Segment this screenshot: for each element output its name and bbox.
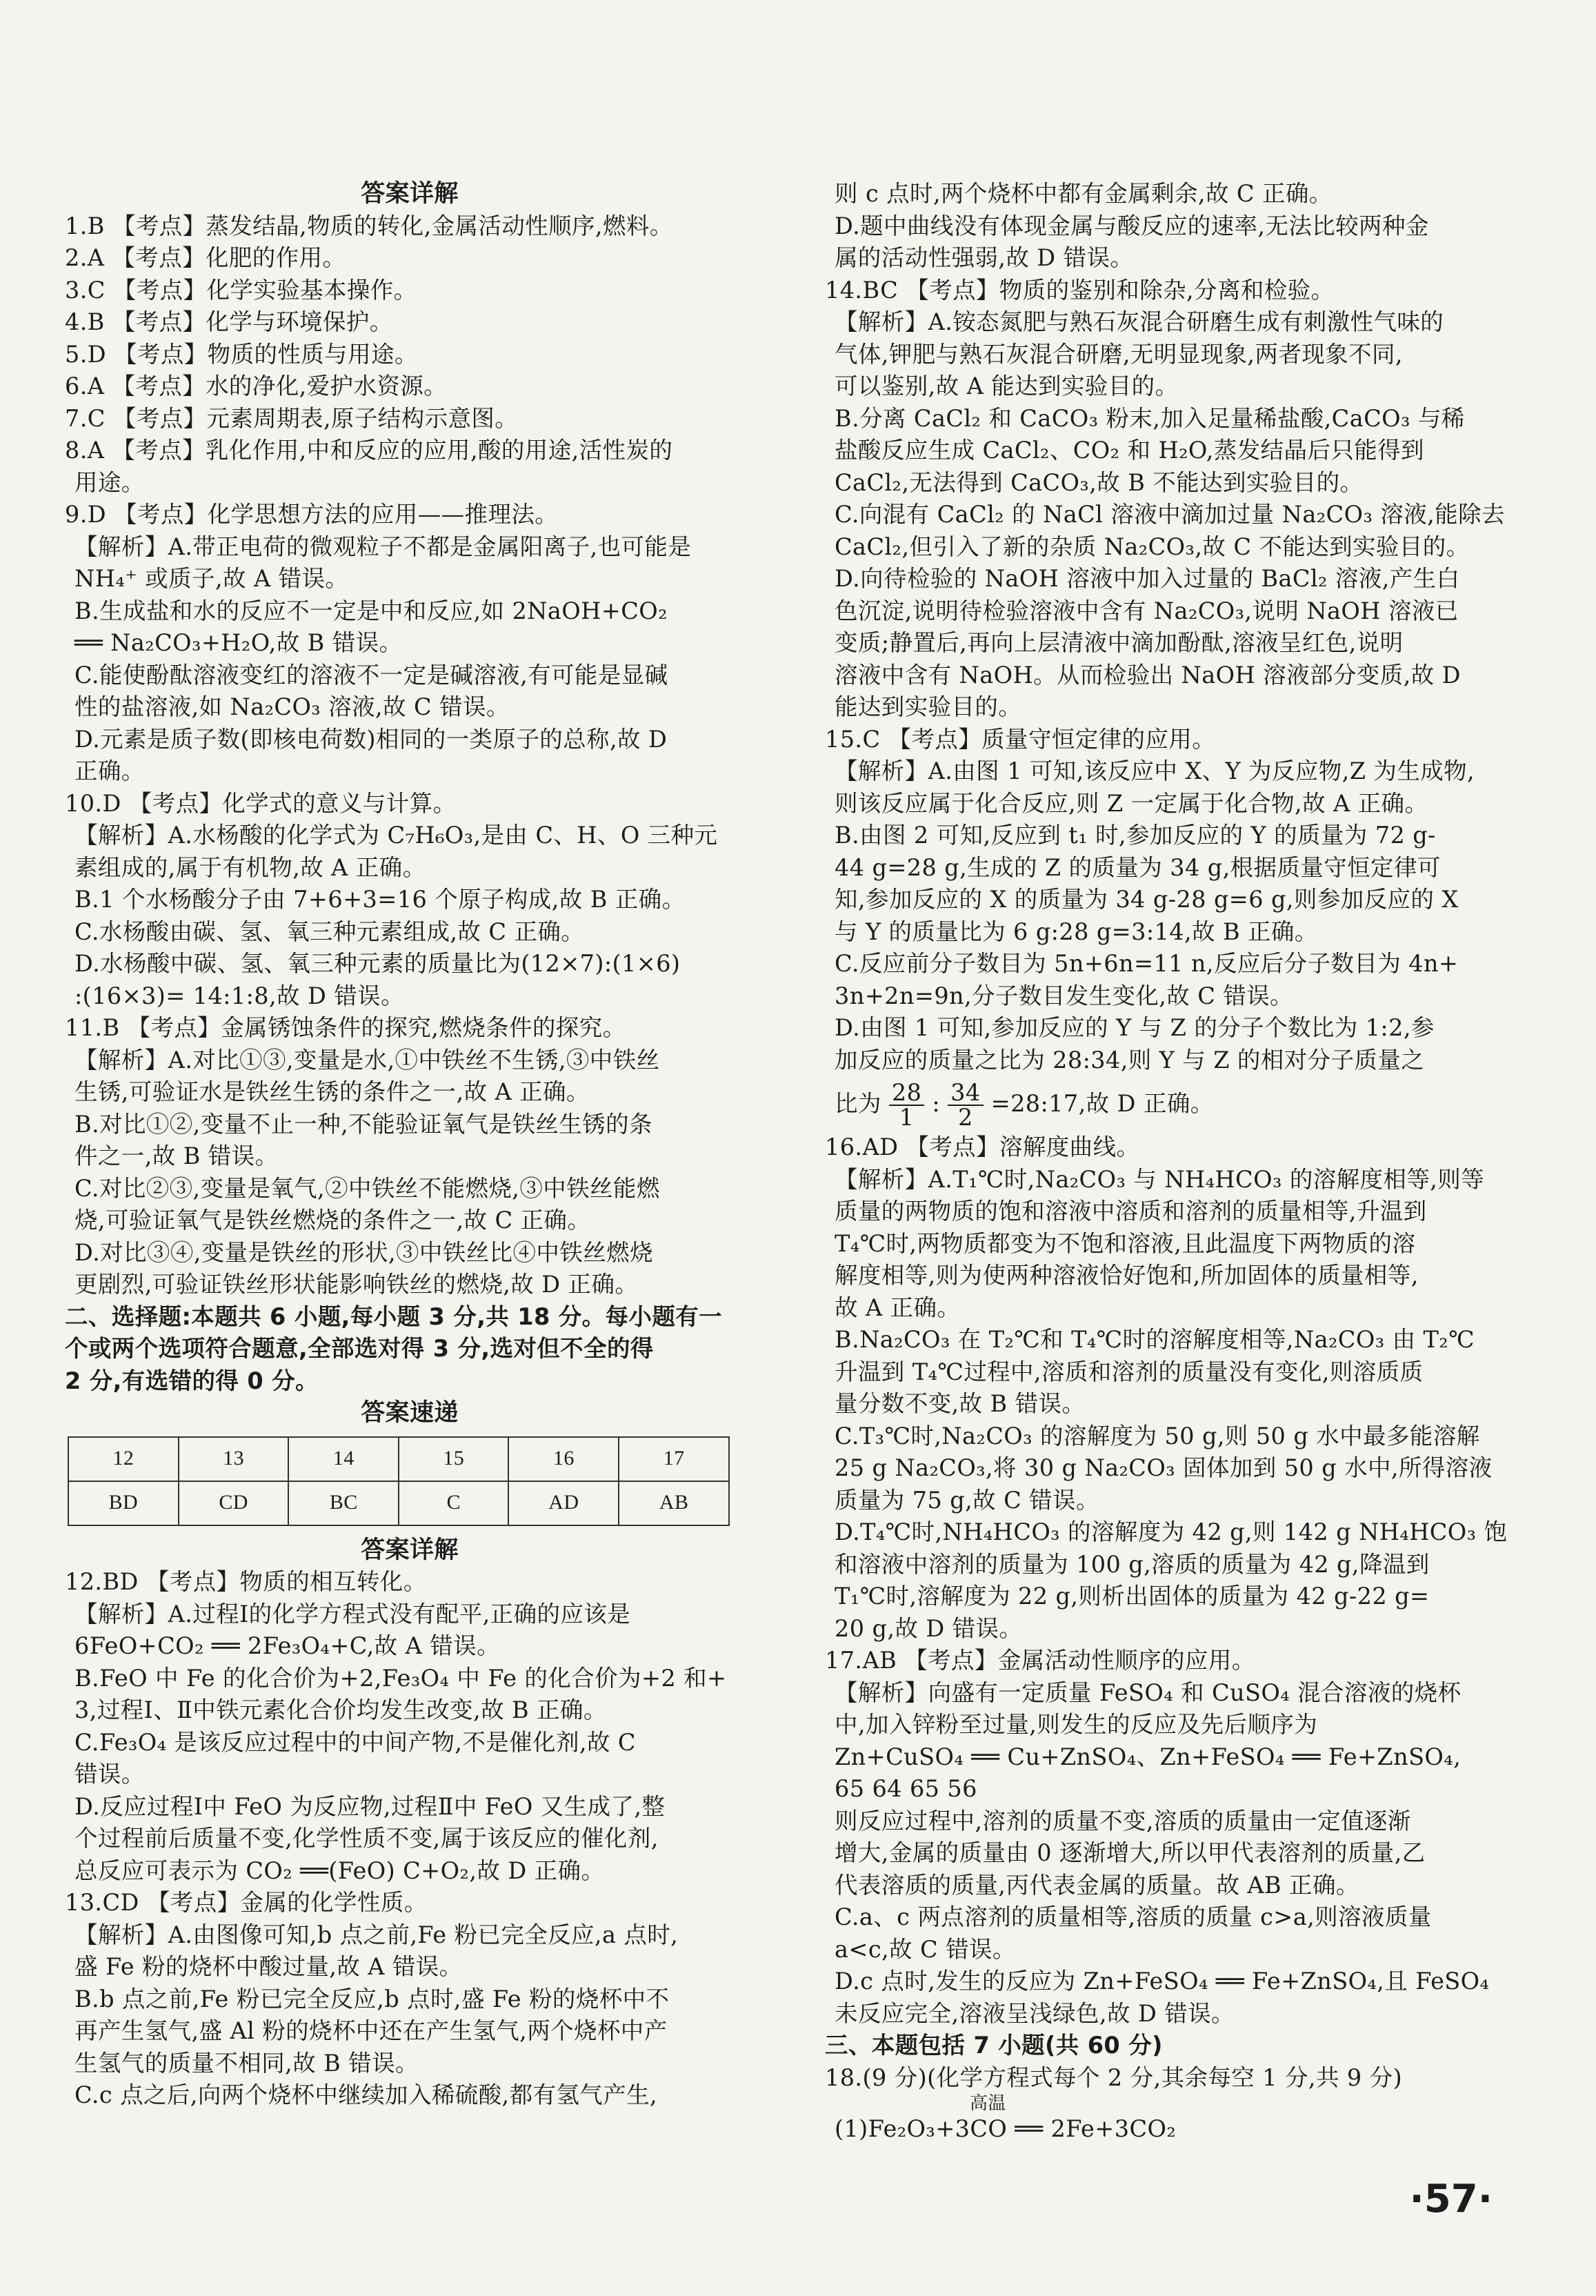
table-cell: 16 — [508, 1437, 619, 1481]
left-answer-lines — [65, 210, 755, 1301]
text-line: 生锈,可验证水是铁丝生锈的条件之一,故 A 正确。 — [74, 1078, 590, 1105]
frac-prefix: 比为 — [835, 1090, 881, 1117]
text-line: ══ Na₂CO₃+H₂O,故 B 错误。 — [74, 629, 403, 656]
text-line: NH₄⁺ 或质子,故 A 错误。 — [74, 565, 349, 592]
text-line: B.1 个水杨酸分子由 7+6+3=16 个原子构成,故 B 正确。 — [74, 886, 686, 913]
text-line: 【解析】向盛有一定质量 FeSO₄ 和 CuSO₄ 混合溶液的烧杯 — [835, 1679, 1462, 1706]
text-line: T₁℃时,溶解度为 22 g,则析出固体的质量为 42 g-22 g= — [835, 1583, 1430, 1610]
text-line: D.由图 1 可知,参加反应的 Y 与 Z 的分子个数比为 1:2,参 — [835, 1014, 1435, 1041]
frac-suffix: =28:17,故 D 正确。 — [990, 1090, 1214, 1117]
text-line: 变质;静置后,再向上层清液中滴加酚酞,溶液呈红色,说明 — [835, 629, 1404, 656]
text-line: 25 g Na₂CO₃,将 30 g Na₂CO₃ 固体加到 50 g 水中,所得溶液 — [835, 1454, 1493, 1481]
text-line: 再产生氢气,盛 Al 粉的烧杯中还在产生氢气,两个烧杯中产 — [74, 2017, 668, 2044]
text-line: 代表溶质的质量,丙代表金属的质量。故 AB 正确。 — [835, 1871, 1359, 1899]
text-line: 属的活动性强弱,故 D 错误。 — [835, 244, 1134, 271]
text-line: 烧,可验证氧气是铁丝燃烧的条件之一,故 C 正确。 — [74, 1207, 591, 1234]
table-cell: AD — [508, 1481, 619, 1525]
text-line: B.由图 2 可知,反应到 t₁ 时,参加反应的 Y 的质量为 72 g- — [835, 822, 1436, 849]
text-line: 未反应完全,溶液呈浅绿色,故 D 错误。 — [835, 1999, 1235, 2027]
text-line: CaCl₂,但引入了新的杂质 Na₂CO₃,故 C 不能达到实验目的。 — [835, 533, 1470, 560]
text-line: 12.BD 【考点】物质的相互转化。 — [65, 1568, 427, 1595]
text-line: 故 A 正确。 — [835, 1294, 961, 1321]
text-line: 16.AD 【考点】溶解度曲线。 — [825, 1134, 1140, 1160]
section-heading-part-three: 三、本题包括 7 小题(共 60 分) — [825, 2032, 1163, 2059]
text-line: 则该反应属于化合反应,则 Z 一定属于化合物,故 A 正确。 — [835, 789, 1428, 817]
text-line: C.水杨酸由碳、氢、氧三种元素组成,故 C 正确。 — [74, 918, 585, 945]
text-line: 则反应过程中,溶剂的质量不变,溶质的质量由一定值逐渐 — [835, 1807, 1411, 1834]
text-line: 【解析】A.水杨酸的化学式为 C₇H₆O₃,是由 C、H、O 三种元 — [74, 822, 718, 849]
frac-denominator: 2 — [957, 1104, 973, 1131]
text-line: C.c 点之后,向两个烧杯中继续加入稀硫酸,都有氢气产生, — [74, 2081, 658, 2108]
text-line: 3.C 【考点】化学实验基本操作。 — [65, 276, 417, 304]
table-cell: 15 — [399, 1437, 508, 1481]
text-line: B.生成盐和水的反应不一定是中和反应,如 2NaOH+CO₂ — [74, 597, 668, 624]
text-line: 盐酸反应生成 CaCl₂、CO₂ 和 H₂O,蒸发结晶后只能得到 — [835, 437, 1424, 464]
text-line: 更剧烈,可验证铁丝形状能影响铁丝的燃烧,故 D 正确。 — [74, 1271, 639, 1298]
text-line: 质量的两物质的饱和溶液中溶质和溶剂的质量相等,升温到 — [835, 1198, 1427, 1225]
text-line: C.Fe₃O₄ 是该反应过程中的中间产物,不是催化剂,故 C — [74, 1728, 636, 1756]
text-line: D.对比③④,变量是铁丝的形状,③中铁丝比④中铁丝燃烧 — [74, 1238, 653, 1266]
text-line: 色沉淀,说明待检验溶液中含有 Na₂CO₃,说明 NaOH 溶液已 — [835, 597, 1459, 624]
text-line: 加反应的质量之比为 28:34,则 Y 与 Z 的相对分子质量之 — [835, 1046, 1425, 1073]
table-cell: 13 — [179, 1437, 289, 1481]
text-line: 13.CD 【考点】金属的化学性质。 — [65, 1889, 428, 1916]
fraction-28-1 — [889, 1081, 924, 1129]
text-line: 用途。 — [74, 468, 145, 496]
text-line: 17.AB 【考点】金属活动性顺序的应用。 — [825, 1647, 1255, 1674]
table-cell: AB — [619, 1481, 729, 1525]
text-line: 11.B 【考点】金属锈蚀条件的探究,燃烧条件的探究。 — [65, 1014, 626, 1041]
frac-separator: : — [932, 1090, 941, 1117]
text-line: 【解析】A.T₁℃时,Na₂CO₃ 与 NH₄HCO₃ 的溶解度相等,则等 — [835, 1165, 1485, 1193]
text-line: C.T₃℃时,Na₂CO₃ 的溶解度为 50 g,则 50 g 水中最多能溶解 — [835, 1422, 1480, 1449]
text-line: 生氢气的质量不相同,故 B 错误。 — [74, 2049, 419, 2077]
text-line: 中,加入锌粉至过量,则发生的反应及先后顺序为 — [835, 1711, 1318, 1738]
text-line: 44 g=28 g,生成的 Z 的质量为 34 g,根据质量守恒定律可 — [835, 853, 1441, 881]
table-cell: C — [399, 1481, 508, 1525]
text-line: 总反应可表示为 CO₂ ══(FeO) C+O₂,故 D 正确。 — [74, 1857, 605, 1884]
text-line: 65 64 65 56 — [835, 1775, 977, 1802]
text-line: 【解析】A.带正电荷的微观粒子不都是金属阳离子,也可能是 — [74, 533, 692, 560]
text-line: 溶液中含有 NaOH。从而检验出 NaOH 溶液部分变质,故 D — [835, 661, 1461, 689]
text-line: D.c 点时,发生的反应为 Zn+FeSO₄ ══ Fe+ZnSO₄,且 FeSO₄ — [835, 1968, 1490, 1995]
frac-denominator: 1 — [899, 1104, 915, 1131]
text-line: D.水杨酸中碳、氢、氧三种元素的质量比为(12×7):(1×6) — [74, 950, 681, 977]
page-number: ·57· — [1409, 2177, 1493, 2221]
text-line: C.对比②③,变量是氧气,②中铁丝不能燃烧,③中铁丝能燃 — [74, 1174, 660, 1202]
text-line: 9.D 【考点】化学思想方法的应用——推理法。 — [65, 501, 559, 528]
text-line: B.b 点之前,Fe 粉已完全反应,b 点时,盛 Fe 粉的烧杯中不 — [74, 1985, 670, 2012]
text-line: 7.C 【考点】元素周期表,原子结构示意图。 — [65, 404, 519, 432]
text-line: 增大,金属的质量由 0 逐渐增大,所以甲代表溶剂的质量,乙 — [835, 1839, 1426, 1866]
text-line: 气体,钾肥与熟石灰混合研磨,无明显现象,两者现象不同, — [835, 340, 1403, 368]
text-line: 5.D 【考点】物质的性质与用途。 — [65, 340, 418, 368]
text-line: 10.D 【考点】化学式的意义与计算。 — [65, 789, 457, 817]
text-line: CaCl₂,无法得到 CaCO₃,故 B 不能达到实验目的。 — [835, 468, 1364, 496]
text-line: 量分数不变,故 B 错误。 — [835, 1390, 1086, 1417]
table-cell: BC — [288, 1481, 399, 1525]
section-heading-multiple-choice — [65, 1301, 755, 1398]
answer-table — [68, 1436, 730, 1526]
table-cell: 17 — [619, 1437, 729, 1481]
text-line: 20 g,故 D 错误。 — [835, 1614, 1023, 1642]
right-column — [825, 178, 1519, 2146]
answer-table-answers-row — [68, 1481, 729, 1525]
table-cell: 14 — [288, 1437, 399, 1481]
text-line: 1.B 【考点】蒸发结晶,物质的转化,金属活动性顺序,燃料。 — [65, 212, 673, 239]
text-line: a<c,故 C 错误。 — [835, 1935, 1016, 1963]
left-column — [65, 178, 755, 2112]
section-heading-line: 二、选择题:本题共 6 小题,每小题 3 分,共 18 分。每小题有一 — [65, 1303, 723, 1330]
text-line: B.分离 CaCl₂ 和 CaCO₃ 粉末,加入足量稀盐酸,CaCO₃ 与稀 — [835, 404, 1465, 432]
table-cell: BD — [68, 1481, 179, 1525]
text-line: 素组成的,属于有机物,故 A 正确。 — [74, 853, 426, 881]
text-line: 6FeO+CO₂ ══ 2Fe₃O₄+C,故 A 错误。 — [74, 1632, 500, 1659]
reaction-condition: 高温 — [970, 2093, 1006, 2114]
text-line: Zn+CuSO₄ ══ Cu+ZnSO₄、Zn+FeSO₄ ══ Fe+ZnSO₄, — [835, 1743, 1462, 1770]
section-heading-line: 2 分,有选错的得 0 分。 — [65, 1367, 319, 1394]
text-line: C.能使酚酞溶液变红的溶液不一定是碱溶液,有可能是显碱 — [74, 661, 668, 689]
right-answer-lines-2 — [825, 1131, 1519, 2030]
answer-table-numbers-row — [68, 1437, 729, 1481]
text-line: B.对比①②,变量不止一种,不能验证氧气是铁丝生锈的条 — [74, 1110, 652, 1138]
text-line: C.反应前分子数目为 5n+6n=11 n,反应后分子数目为 4n+ — [835, 950, 1459, 977]
text-line: 3,过程Ⅰ、Ⅱ中铁元素化合价均发生改变,故 B 正确。 — [74, 1696, 607, 1723]
section-title-answer-details: 答案详解 — [361, 180, 459, 208]
fraction-line — [825, 1076, 1519, 1131]
text-line: C.向混有 CaCl₂ 的 NaCl 溶液中滴加过量 Na₂CO₃ 溶液,能除去 — [835, 501, 1505, 528]
text-line: 【解析】A.对比①③,变量是水,①中铁丝不生锈,③中铁丝 — [74, 1046, 660, 1073]
text-line: D.题中曲线没有体现金属与酸反应的速率,无法比较两种金 — [835, 212, 1429, 239]
text-line: 14.BC 【考点】物质的鉴别和除杂,分离和检验。 — [825, 276, 1335, 304]
text-line: 正确。 — [74, 758, 145, 784]
left-answer-lines-2 — [65, 1566, 755, 2112]
frac-numerator: 28 — [889, 1081, 924, 1106]
text-line: D.T₄℃时,NH₄HCO₃ 的溶解度为 42 g,则 142 g NH₄HCO₃ 饱 — [835, 1518, 1508, 1545]
text-line: 【解析】A.过程Ⅰ的化学方程式没有配平,正确的应该是 — [74, 1600, 631, 1627]
text-line: D.向待检验的 NaOH 溶液中加入过量的 BaCl₂ 溶液,产生白 — [835, 565, 1460, 592]
text-line: :(16×3)= 14:1:8,故 D 错误。 — [74, 982, 404, 1009]
text-line: D.元素是质子数(即核电荷数)相同的一类原子的总称,故 D — [74, 725, 668, 753]
text-line: 能达到实验目的。 — [835, 693, 1022, 720]
text-line: T₄℃时,两物质都变为不饱和溶液,且此温度下两物质的溶 — [835, 1229, 1416, 1257]
text-line: 【解析】A.由图 1 可知,该反应中 X、Y 为反应物,Z 为生成物, — [835, 758, 1475, 784]
text-line: 【解析】A.铵态氮肥与熟石灰混合研磨生成有刺激性气味的 — [835, 308, 1444, 335]
text-line: 则 c 点时,两个烧杯中都有金属剩余,故 C 正确。 — [835, 180, 1333, 207]
text-line: 与 Y 的质量比为 6 g:28 g=3:14,故 B 正确。 — [835, 918, 1318, 945]
text-line: C.a、c 两点溶剂的质量相等,溶质的质量 c>a,则溶液质量 — [835, 1903, 1432, 1930]
section-title-quick-answers: 答案速递 — [361, 1399, 459, 1427]
question-18-equation: (1)Fe₂O₃+3CO ══ 2Fe+3CO₂ — [835, 2115, 1177, 2142]
fraction-34-2 — [948, 1081, 983, 1129]
right-answer-lines — [825, 178, 1519, 1076]
text-line: 知,参加反应的 X 的质量为 34 g-28 g=6 g,则参加反应的 X — [835, 886, 1459, 913]
text-line: 可以鉴别,故 A 能达到实验目的。 — [835, 373, 1179, 399]
text-line: 盛 Fe 粉的烧杯中酸过量,故 A 错误。 — [74, 1953, 463, 1980]
frac-numerator: 34 — [948, 1081, 983, 1106]
question-18-line: 18.(9 分)(化学方程式每个 2 分,其余每空 1 分,共 9 分) — [825, 2064, 1403, 2091]
text-line: 【解析】A.由图像可知,b 点之前,Fe 粉已完全反应,a 点时, — [74, 1921, 679, 1948]
text-line: 6.A 【考点】水的净化,爱护水资源。 — [65, 373, 448, 399]
text-line: 升温到 T₄℃过程中,溶质和溶剂的质量没有变化,则溶质质 — [835, 1358, 1424, 1385]
text-line: 4.B 【考点】化学与环境保护。 — [65, 308, 393, 335]
text-line: 解度相等,则为使两种溶液恰好饱和,所加固体的质量相等, — [835, 1262, 1419, 1289]
table-cell: CD — [179, 1481, 289, 1525]
text-line: 个过程前后质量不变,化学性质不变,属于该反应的催化剂, — [74, 1825, 659, 1852]
text-line: 15.C 【考点】质量守恒定律的应用。 — [825, 725, 1216, 753]
text-line: 质量为 75 g,故 C 错误。 — [835, 1486, 1099, 1514]
section-heading-line: 个或两个选项符合题意,全部选对得 3 分,选对但不全的得 — [65, 1335, 654, 1362]
text-line: 错误。 — [74, 1761, 145, 1788]
text-line: D.反应过程Ⅰ中 FeO 为反应物,过程Ⅱ中 FeO 又生成了,整 — [74, 1792, 666, 1820]
text-line: B.Na₂CO₃ 在 T₂℃和 T₄℃时的溶解度相等,Na₂CO₃ 由 T₂℃ — [835, 1326, 1475, 1353]
text-line: 8.A 【考点】乳化作用,中和反应的应用,酸的用途,活性炭的 — [65, 437, 673, 464]
text-line: 和溶液中溶剂的质量为 100 g,溶质的质量为 42 g,降温到 — [835, 1550, 1430, 1578]
text-line: 2.A 【考点】化肥的作用。 — [65, 244, 346, 271]
section-title-answer-details-2: 答案详解 — [361, 1536, 459, 1564]
text-line: 件之一,故 B 错误。 — [74, 1142, 279, 1169]
table-cell: 12 — [68, 1437, 179, 1481]
text-line: 性的盐溶液,如 Na₂CO₃ 溶液,故 C 错误。 — [74, 693, 510, 720]
text-line: B.FeO 中 Fe 的化合价为+2,Fe₃O₄ 中 Fe 的化合价为+2 和+ — [74, 1664, 727, 1692]
text-line: 3n+2n=9n,分子数目发生变化,故 C 错误。 — [835, 982, 1294, 1009]
